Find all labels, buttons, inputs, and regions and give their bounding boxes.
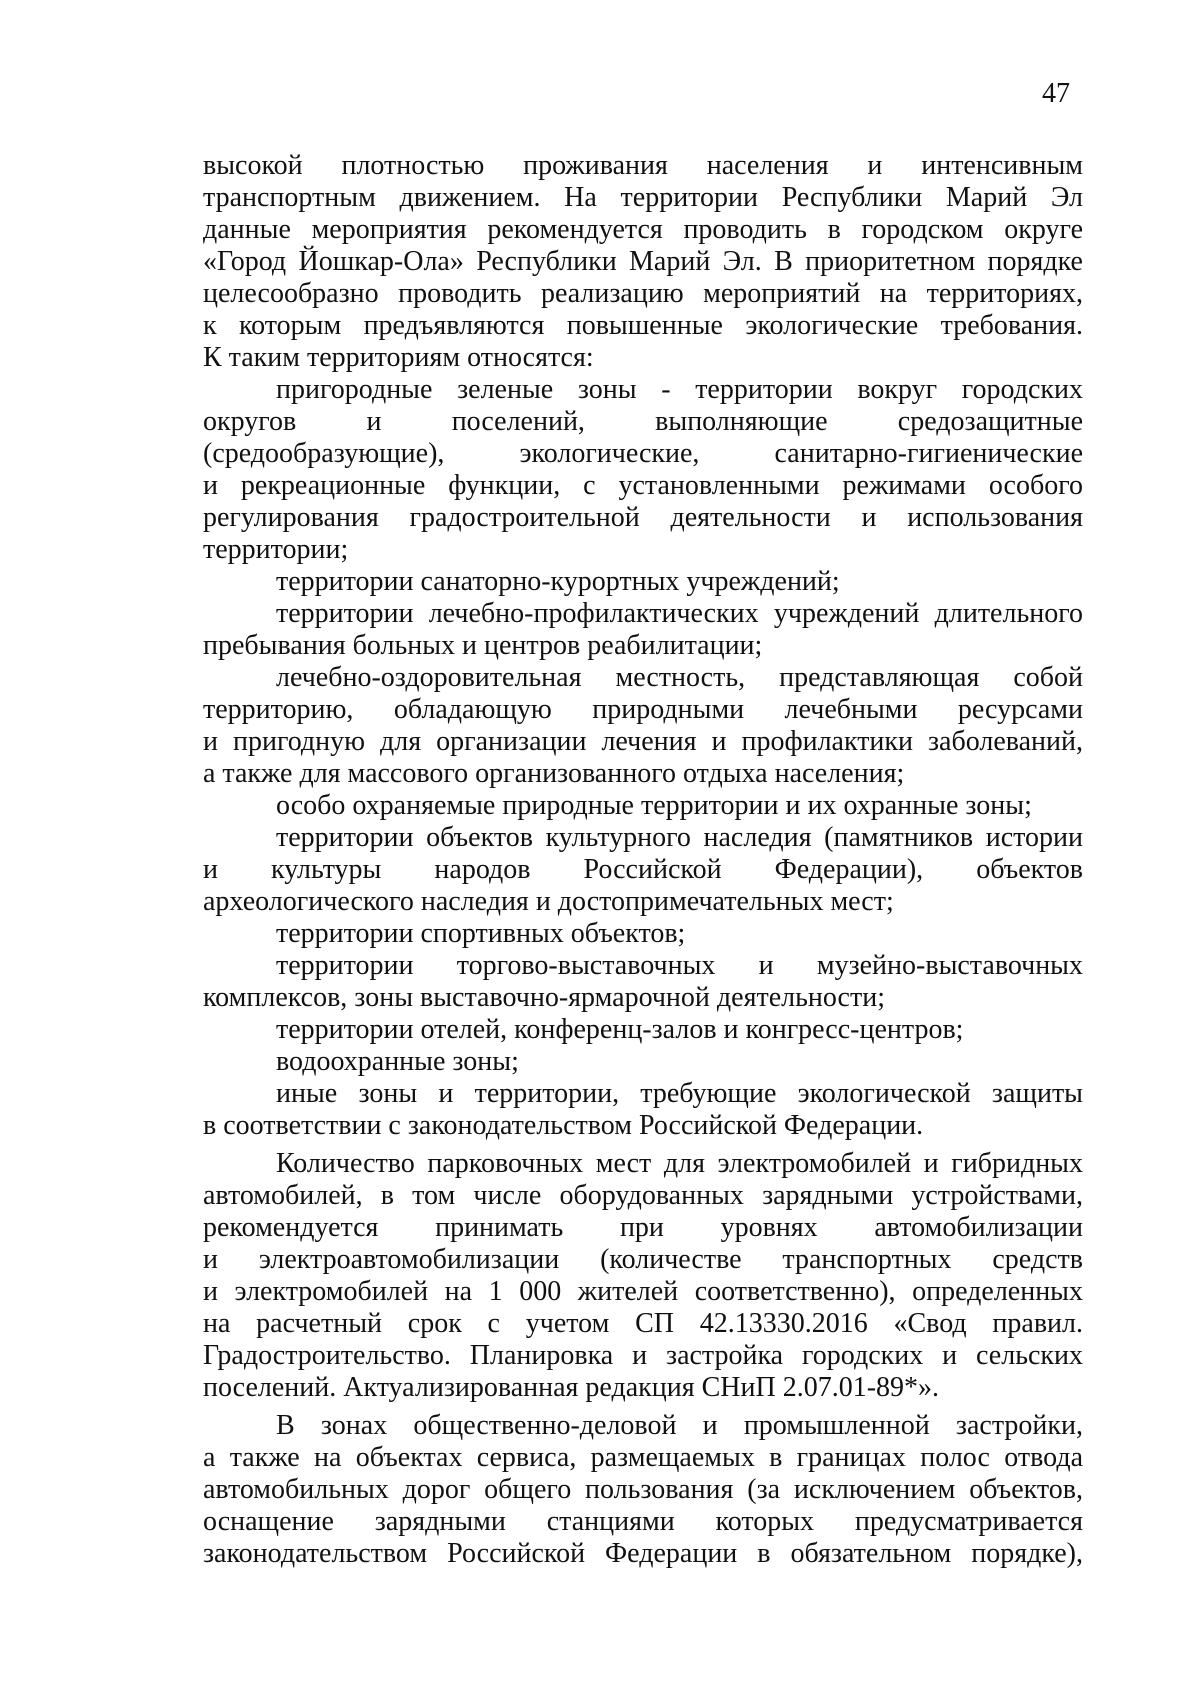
text-line: а также для массового организованного отдыха населения;: [203, 758, 905, 789]
text-line: территории лечебно-профилактических учреждений длительного: [276, 598, 1083, 629]
text-line: «Город Йошкар-Ола» Республики Марий Эл. В приоритетном порядке: [203, 246, 1083, 277]
text-line: территории объектов культурного наследия (памятников истории: [276, 822, 1083, 853]
text-line: к которым предъявляются повышенные экологические требования.: [203, 310, 1083, 341]
text-line: законодательством Российской Федерации в обязательном порядке),: [203, 1538, 1083, 1569]
text-line: и рекреационные функции, с установленными режимами особого: [203, 470, 1083, 501]
document-body: [203, 150, 1083, 1570]
text-line: К таким территориям относятся:: [203, 342, 594, 373]
list-item-exhibition-complexes: [203, 950, 1083, 1014]
text-line: археологического наследия и достопримечательных мест;: [203, 886, 894, 917]
text-line: (средообразующие), экологические, санитарно-гигиенические: [203, 438, 1083, 469]
text-line: водоохранные зоны;: [276, 1046, 519, 1077]
list-item-suburban-green-zones: [203, 374, 1083, 566]
paragraph-business-industrial-zones: [203, 1410, 1083, 1570]
text-line: регулирования градостроительной деятельности и использования: [203, 502, 1083, 533]
text-line: автомобилей, в том числе оборудованных зарядными устройствами,: [203, 1180, 1083, 1211]
text-line: оснащение зарядными станциями которых предусматривается: [203, 1506, 1083, 1537]
text-line: целесообразно проводить реализацию мероприятий на территориях,: [203, 278, 1083, 309]
text-line: территории торгово-выставочных и музейно-выставочных: [276, 950, 1083, 981]
text-line: транспортным движением. На территории Республики Марий Эл: [203, 182, 1083, 213]
text-line: Количество парковочных мест для электромобилей и гибридных: [276, 1148, 1083, 1179]
text-line: территорию, обладающую природными лечебными ресурсами: [203, 694, 1083, 725]
text-line: автомобильных дорог общего пользования (за исключением объектов,: [203, 1474, 1083, 1505]
text-line: а также на объектах сервиса, размещаемых в границах полос отвода: [203, 1442, 1083, 1473]
text-line: в соответствии с законодательством Российской Федерации.: [203, 1110, 924, 1141]
text-line: округов и поселений, выполняющие средозащитные: [203, 406, 1083, 437]
text-line: высокой плотностью проживания населения и интенсивным: [203, 150, 1083, 181]
list-item-cultural-heritage: [203, 822, 1083, 918]
text-line: территории санаторно-курортных учреждений;: [276, 566, 840, 597]
text-line: иные зоны и территории, требующие экологической защиты: [276, 1078, 1083, 1109]
text-line: лечебно-оздоровительная местность, представляющая собой: [276, 662, 1083, 693]
paragraph-parking-places: [203, 1148, 1083, 1404]
text-line: пребывания больных и центров реабилитации;: [203, 630, 763, 661]
text-line: особо охраняемые природные территории и их охранные зоны;: [276, 790, 1032, 821]
text-line: В зонах общественно-деловой и промышленной застройки,: [276, 1410, 1083, 1441]
paragraph-continuation: [203, 150, 1083, 374]
text-line: комплексов, зоны выставочно-ярмарочной деятельности;: [203, 982, 885, 1013]
text-line: и пригодную для организации лечения и профилактики заболеваний,: [203, 726, 1083, 757]
list-item-water-protection-zones: [203, 1046, 1083, 1078]
text-line: и электромобилей на 1 000 жителей соответственно), определенных: [203, 1276, 1083, 1307]
list-item-other-zones: [203, 1078, 1083, 1142]
list-item-sports-facilities: [203, 918, 1083, 950]
text-line: территории спортивных объектов;: [276, 918, 686, 949]
list-item-medical-territories: [203, 598, 1083, 662]
text-line: на расчетный срок с учетом СП 42.13330.2016 «Свод правил.: [203, 1308, 1083, 1339]
list-item-hotels-conference: [203, 1014, 1083, 1046]
list-item-protected-natural-areas: [203, 790, 1083, 822]
text-line: и культуры народов Российской Федерации), объектов: [203, 854, 1083, 885]
text-line: рекомендуется принимать при уровнях автомобилизации: [203, 1212, 1083, 1243]
text-line: поселений. Актуализированная редакция СНиП 2.07.01-89*».: [203, 1372, 940, 1403]
list-item-health-resort-area: [203, 662, 1083, 790]
text-line: территории;: [203, 534, 349, 565]
page-number: 47: [1042, 78, 1070, 109]
text-line: Градостроительство. Планировка и застройка городских и сельских: [203, 1340, 1083, 1371]
text-line: и электроавтомобилизации (количестве транспортных средств: [203, 1244, 1083, 1275]
text-line: пригородные зеленые зоны - территории вокруг городских: [276, 374, 1083, 405]
text-line: данные мероприятия рекомендуется проводить в городском округе: [203, 214, 1083, 245]
list-item-sanatorium-territories: [203, 566, 1083, 598]
text-line: территории отелей, конференц-залов и конгресс-центров;: [276, 1014, 964, 1045]
